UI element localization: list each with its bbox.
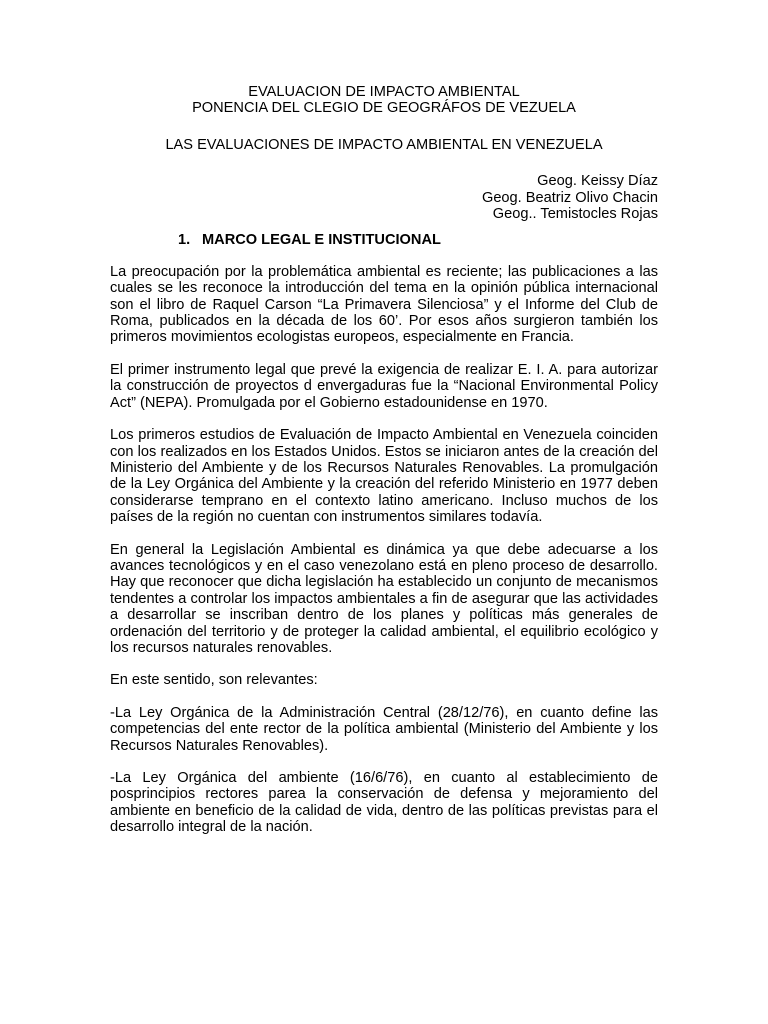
- section-heading: [110, 232, 658, 248]
- section-number: 1.: [178, 232, 191, 249]
- title-line-1: EVALUACION DE IMPACTO AMBIENTAL: [248, 84, 520, 100]
- section-title: MARCO LEGAL E INSTITUCIONAL: [202, 232, 441, 249]
- body-paragraph: La preocupación por la problemática ambiental es reciente; las publicaciones a las cuales se les reconoce la introducción del tema en la opinión pública internacional son el libro de Raquel Carson “La Primavera Silenciosa” y el Informe del Club de Roma, publicados en la década de los 60’. Por esos años surgieron también los primeros movimientos ecologistas europeos, especialmente en Francia.: [110, 263, 658, 346]
- document-title: [110, 84, 658, 117]
- body-paragraph: El primer instrumento legal que prevé la exigencia de realizar E. I. A. para autorizar la construcción de proyectos d envergaduras fue la “Nacional Environmental Policy Act” (NEPA). Promulgada por el Gobierno estadounidense en 1970.: [110, 361, 658, 411]
- title-line-2: PONENCIA DEL CLEGIO DE GEOGRÁFOS DE VEZUELA: [192, 100, 576, 117]
- author-name: Geog. Beatriz Olivo Chacin: [481, 189, 658, 206]
- body-paragraph: En general la Legislación Ambiental es dinámica ya que debe adecuarse a los avances tecnológicos y en el caso venezolano está en pleno proceso de desarrollo. Hay que reconocer que dicha legislación ha establecido un conjunto de mecanismos tendentes a controlar los impactos ambientales a fin de asegurar que las actividades a desarrollar se inscriban dentro de los planes y políticas más generales de ordenación del territorio y de proteger la calidad ambiental, el equilibrio ecológico y los recursos naturales renovables.: [110, 541, 658, 656]
- document-subtitle: LAS EVALUACIONES DE IMPACTO AMBIENTAL EN VENEZUELA: [165, 136, 603, 153]
- author-name: Geog. Keissy Díaz: [537, 173, 658, 190]
- body-paragraph: En este sentido, son relevantes:: [110, 672, 318, 689]
- body-paragraph: Los primeros estudios de Evaluación de Impacto Ambiental en Venezuela coinciden con los realizados en los Estados Unidos. Estos se iniciaron antes de la creación del Ministerio del Ambiente y de los Recursos Naturales Renovables. La promulgación de la Ley Orgánica del Ambiente y la creación del referido Ministerio en 1977 deben considerarse temprano en el contexto latino americano. Incluso muchos de los países de la región no cuentan con instrumentos similares todavía.: [110, 427, 658, 526]
- body-paragraph: -La Ley Orgánica de la Administración Central (28/12/76), en cuanto define las competencias del ente rector de la política ambiental (Ministerio del Ambiente y los Recursos Naturales Renovables).: [110, 704, 658, 754]
- body-paragraph: -La Ley Orgánica del ambiente (16/6/76), en cuanto al establecimiento de posprincipios rectores parea la conservación de defensa y mejoramiento del ambiente en beneficio de la calidad de vida, dentro de las políticas previstas para el desarrollo integral de la nación.: [110, 770, 658, 836]
- author-name: Geog.. Temistocles Rojas: [492, 206, 658, 223]
- author-list: [110, 173, 658, 222]
